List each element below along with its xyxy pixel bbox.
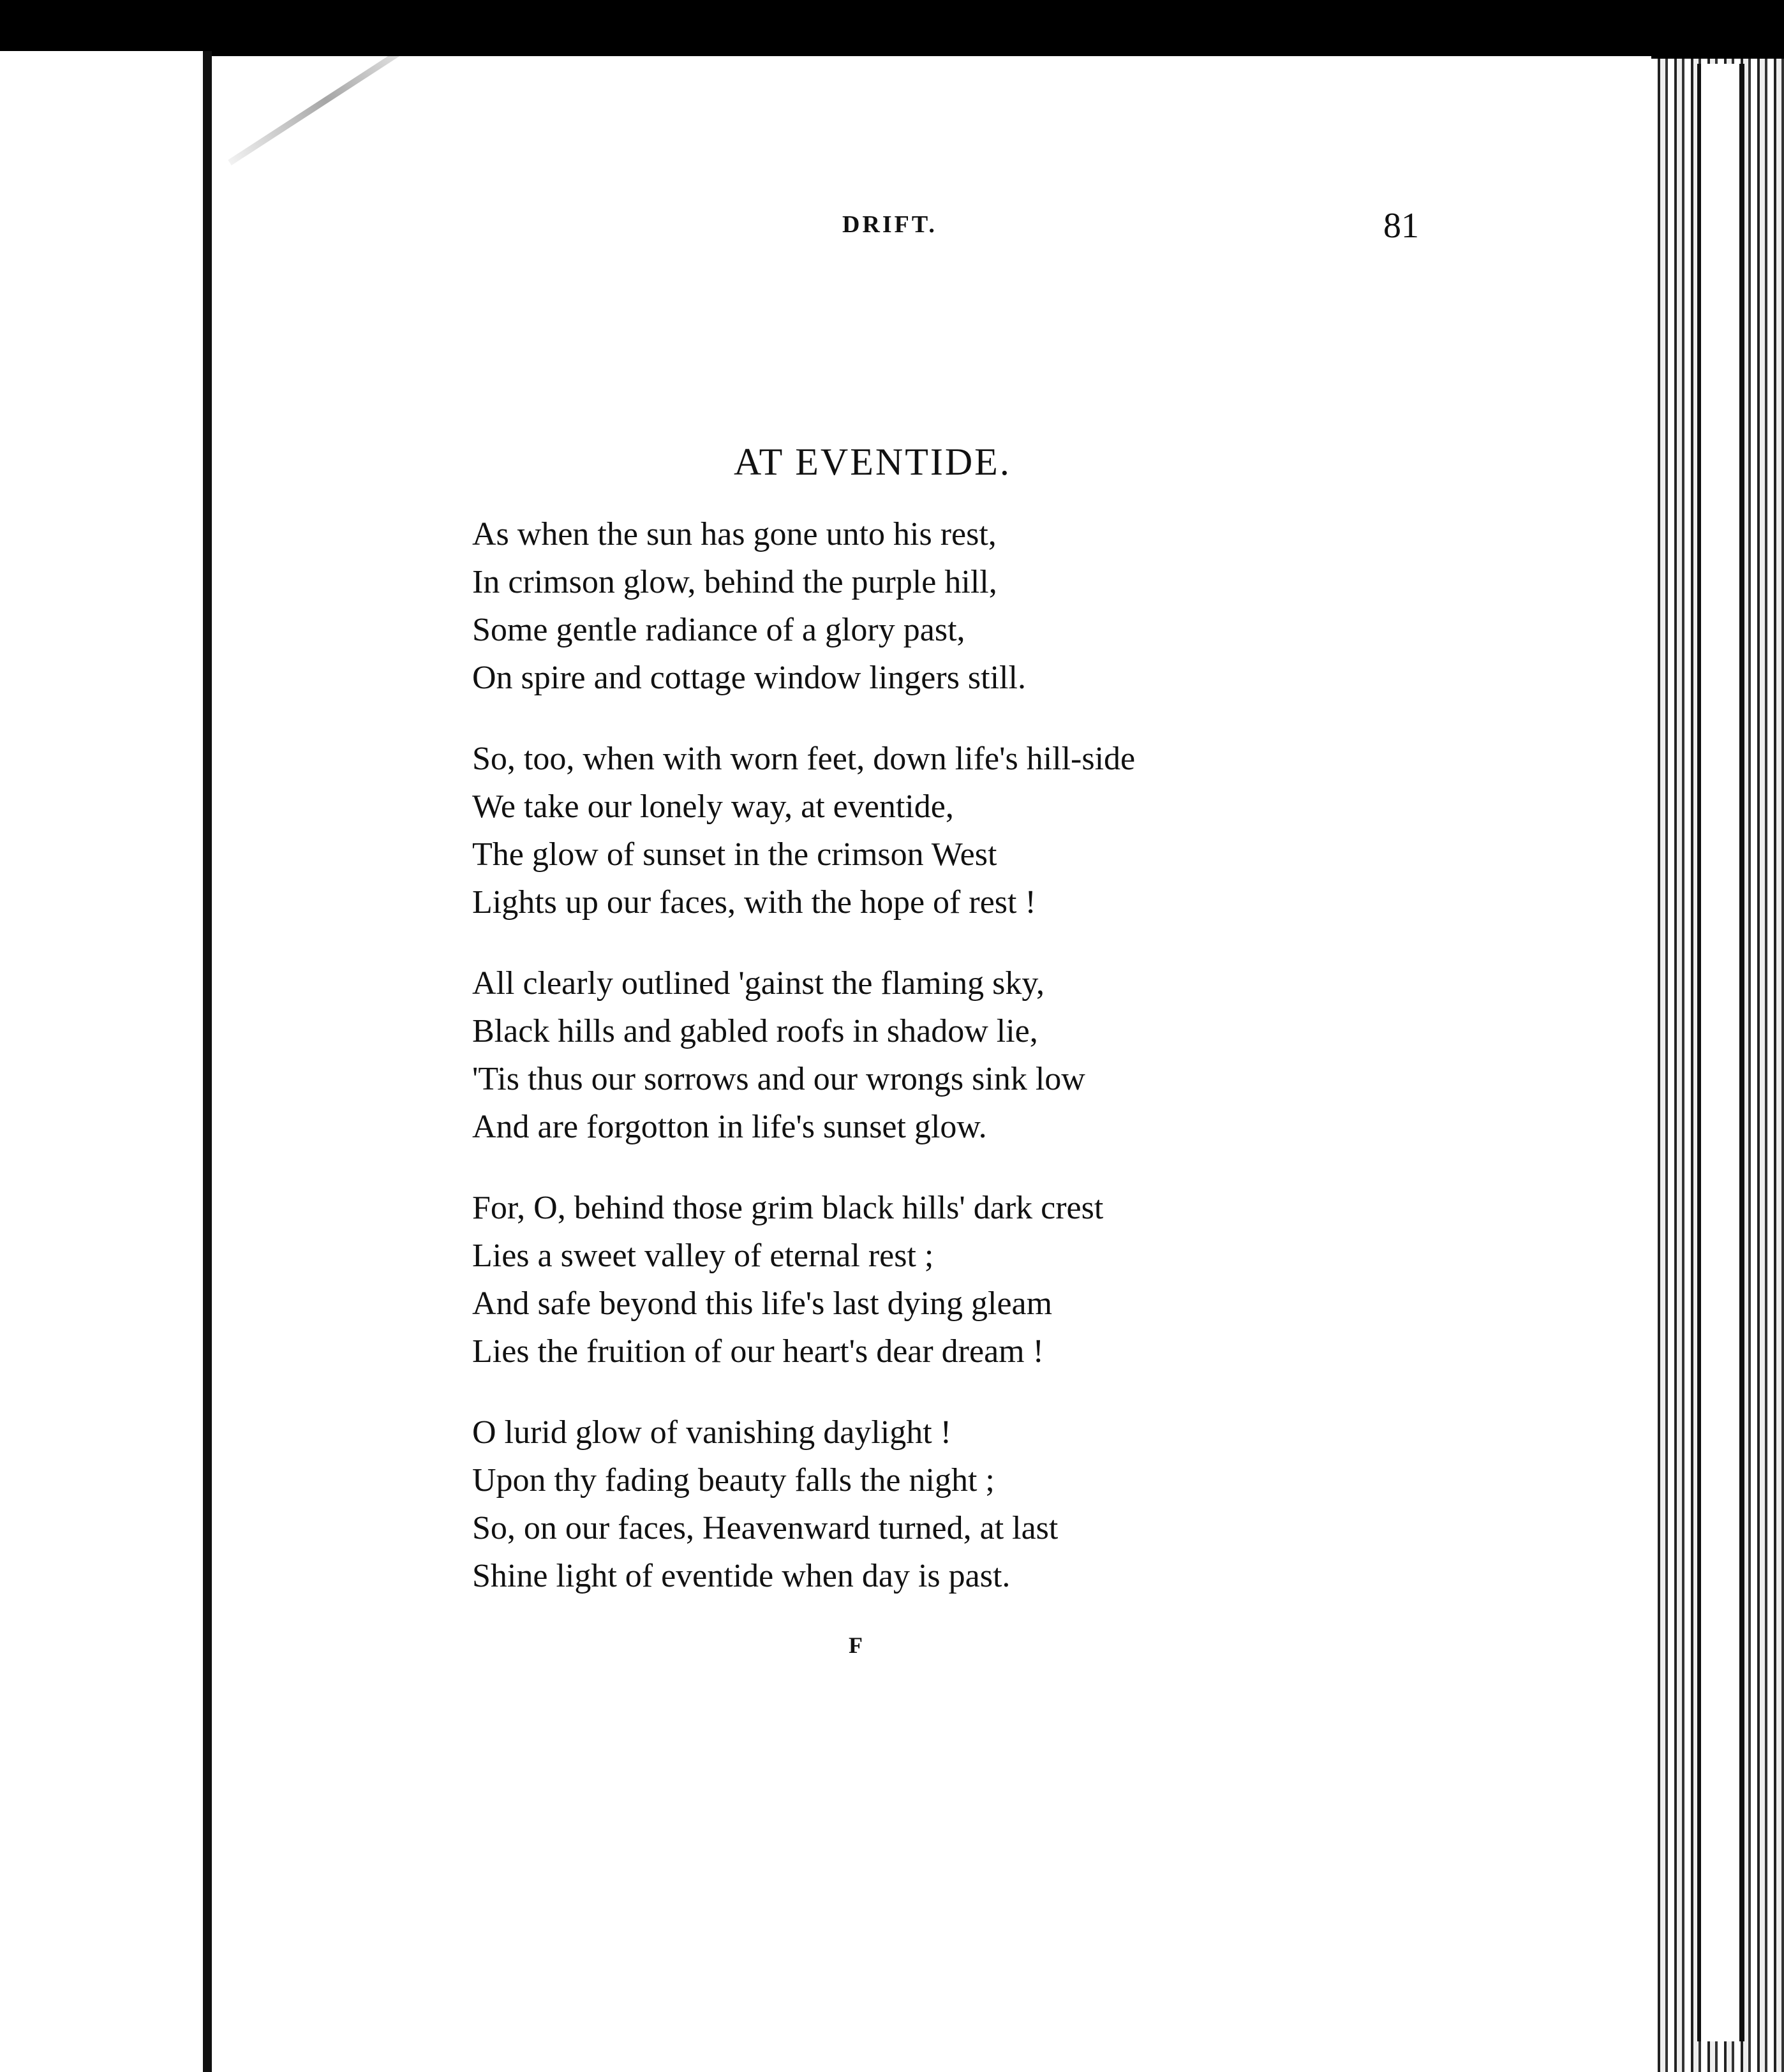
running-head: DRIFT. <box>842 211 937 238</box>
poem-body <box>472 510 1135 1633</box>
poem-line: Upon thy fading beauty falls the night ; <box>472 1462 995 1499</box>
stanza <box>472 510 1135 702</box>
poem-line: For, O, behind those grim black hills' dark crest <box>472 1190 1104 1226</box>
poem-line: So, too, when with worn feet, down life's hill-side <box>472 741 1136 777</box>
stanza <box>472 959 1135 1151</box>
page-edges-highlight <box>1697 64 1744 2041</box>
poem-line: And are forgotton in life's sunset glow. <box>472 1109 987 1145</box>
poem-line: Lights up our faces, with the hope of rest ! <box>472 884 1036 921</box>
poem-line: As when the sun has gone unto his rest, <box>472 516 997 552</box>
stanza <box>472 1409 1135 1600</box>
poem-line: All clearly outlined 'gainst the flaming sky, <box>472 965 1045 1002</box>
poem-line: So, on our faces, Heavenward turned, at last <box>472 1510 1059 1546</box>
page-number: 81 <box>1383 206 1419 246</box>
poem-line: O lurid glow of vanishing daylight ! <box>472 1414 952 1451</box>
poem-line: Lies the fruition of our heart's dear dream ! <box>472 1333 1044 1370</box>
signature-mark: F <box>849 1632 863 1658</box>
poem-line: And safe beyond this life's last dying gleam <box>472 1285 1053 1322</box>
poem-line: The glow of sunset in the crimson West <box>472 836 997 873</box>
stanza <box>472 735 1135 926</box>
poem-line: We take our lonely way, at eventide, <box>472 788 954 825</box>
poem-line: 'Tis thus our sorrows and our wrongs sink low <box>472 1061 1085 1097</box>
poem-line: Shine light of eventide when day is past. <box>472 1558 1011 1594</box>
poem-line: Black hills and gabled roofs in shadow lie, <box>472 1013 1038 1049</box>
poem-line: Some gentle radiance of a glory past, <box>472 612 965 648</box>
poem-title: AT EVENTIDE. <box>734 441 1011 483</box>
facing-page-edge <box>0 51 203 2072</box>
stanza <box>472 1184 1135 1375</box>
poem-line: On spire and cottage window lingers still. <box>472 660 1026 696</box>
poem-line: Lies a sweet valley of eternal rest ; <box>472 1238 934 1274</box>
poem-line: In crimson glow, behind the purple hill, <box>472 564 997 600</box>
book-gutter <box>203 51 212 2072</box>
